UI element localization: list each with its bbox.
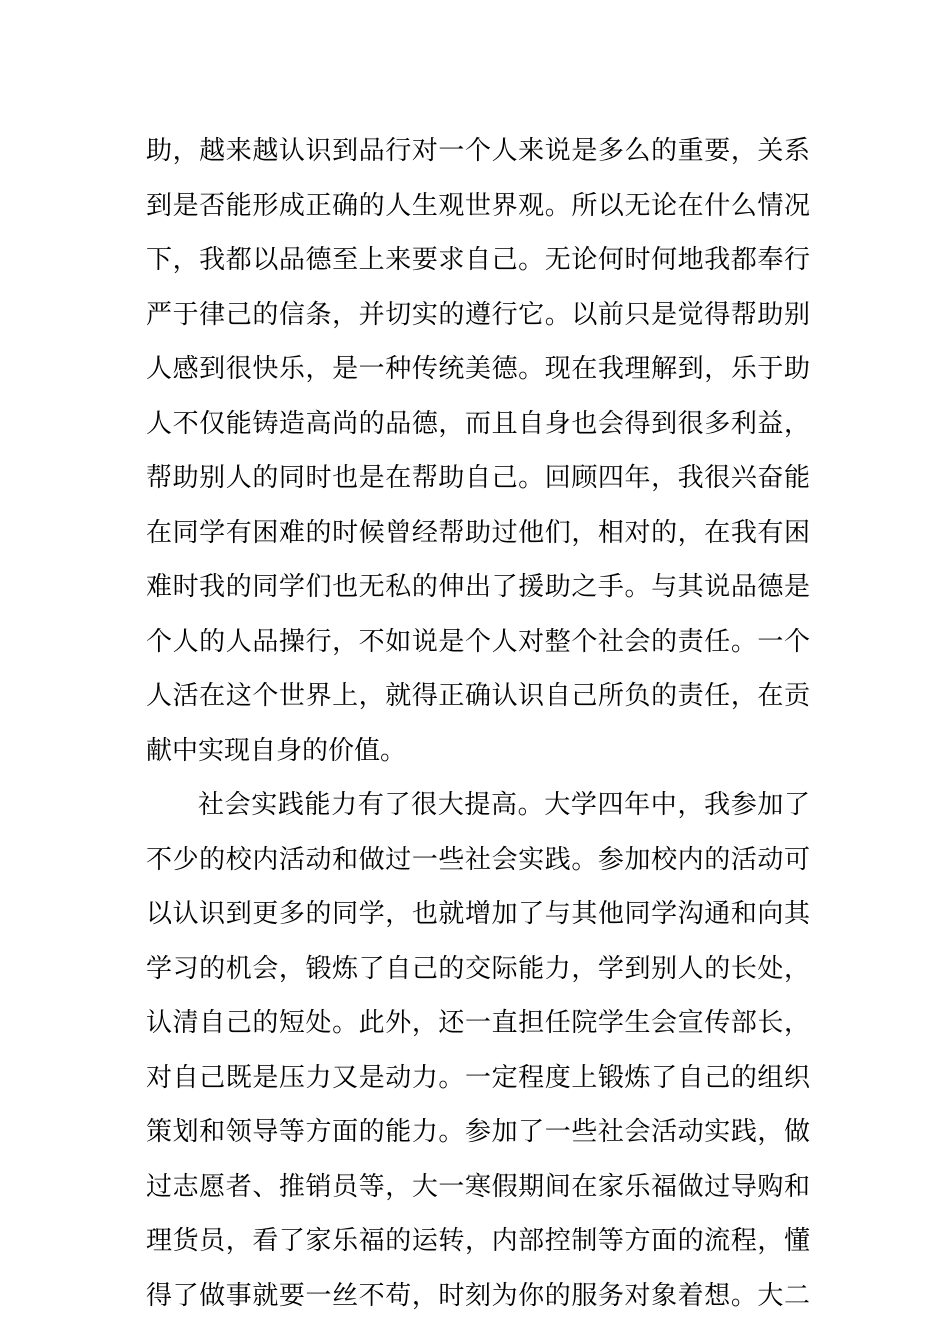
text-line: 人不仅能铸造高尚的品德，而且自身也会得到很多利益，: [146, 408, 810, 439]
text-line: 得了做事就要一丝不苟，时刻为你的服务对象着想。大二: [146, 1280, 810, 1311]
text-line: 助，越来越认识到品行对一个人来说是多么的重要，关系: [146, 136, 810, 166]
text-line: 理货员，看了家乐福的运转，内部控制等方面的流程，懂: [146, 1226, 810, 1256]
text-line: 对自己既是压力又是动力。一定程度上锻炼了自己的组织: [146, 1062, 810, 1093]
text-line: 个人的人品操行，不如说是个人对整个社会的责任。一个: [146, 626, 810, 657]
paragraph-2: [146, 778, 810, 1323]
text-line: 到是否能形成正确的人生观世界观。所以无论在什么情况: [146, 190, 810, 221]
text-line: 在同学有困难的时候曾经帮助过他们，相对的，在我有困: [146, 517, 810, 548]
text-line: 认清自己的短处。此外，还一直担任院学生会宣传部长，: [146, 1008, 810, 1038]
body-text: [146, 124, 810, 1323]
text-line: 难时我的同学们也无私的伸出了援助之手。与其说品德是: [146, 572, 810, 602]
text-line: 学习的机会，锻炼了自己的交际能力，学到别人的长处，: [146, 953, 810, 984]
text-line: 严于律己的信条，并切实的遵行它。以前只是觉得帮助别: [146, 299, 810, 330]
text-line: 献中实现自身的价值。: [146, 735, 407, 766]
paragraph-1: [146, 124, 810, 778]
text-line: 以认识到更多的同学，也就增加了与其他同学沟通和向其: [146, 899, 810, 929]
text-line: 下，我都以品德至上来要求自己。无论何时何地我都奉行: [146, 245, 810, 275]
text-line: 过志愿者、推销员等，大一寒假期间在家乐福做过导购和: [146, 1171, 810, 1202]
text-line: 帮助别人的同时也是在帮助自己。回顾四年，我很兴奋能: [146, 463, 810, 493]
text-line: 人活在这个世界上，就得正确认识自己所负的责任，在贡: [146, 681, 810, 711]
text-line: 社会实践能力有了很大提高。大学四年中，我参加了: [198, 790, 810, 820]
text-line: 策划和领导等方面的能力。参加了一些社会活动实践，做: [146, 1117, 810, 1147]
text-line: 人感到很快乐，是一种传统美德。现在我理解到，乐于助: [146, 354, 810, 384]
text-line: 不少的校内活动和做过一些社会实践。参加校内的活动可: [146, 844, 810, 875]
